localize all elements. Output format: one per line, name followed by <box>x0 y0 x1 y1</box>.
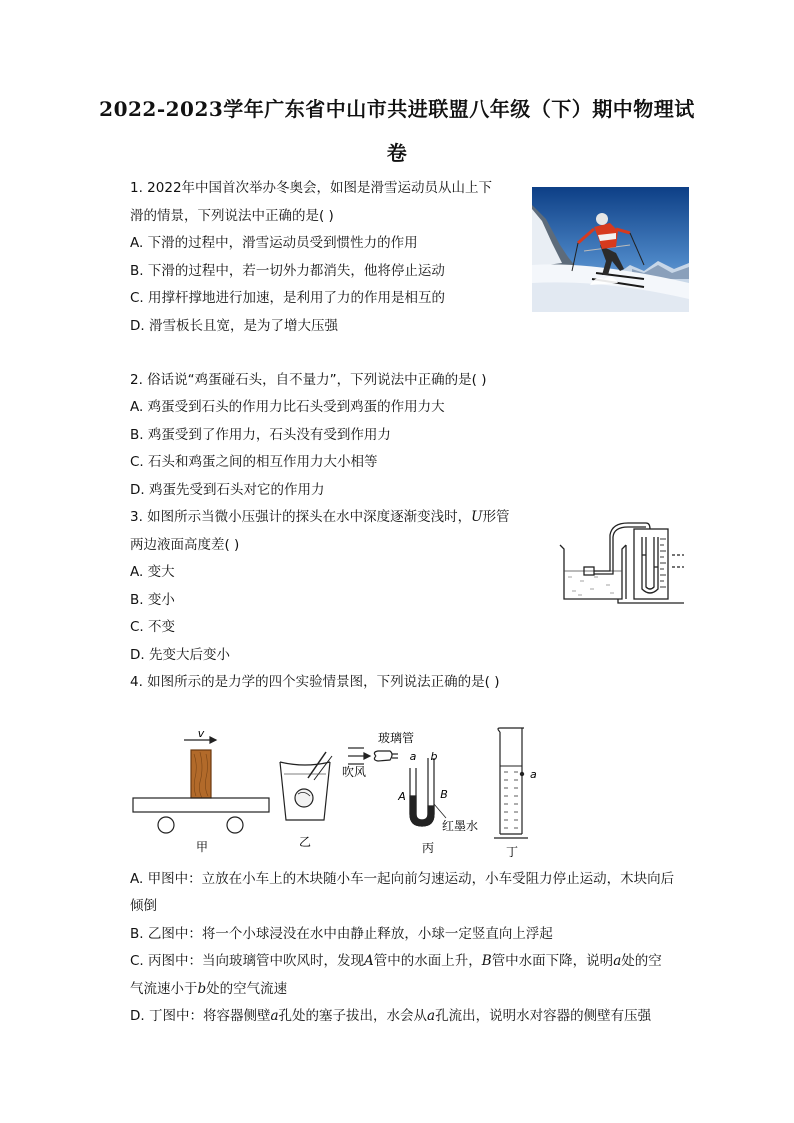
velocity-label: v <box>197 727 205 740</box>
tube-B-label: B <box>440 788 448 801</box>
q4-c-letter-b: b <box>197 981 207 997</box>
q4-d-text-3: 孔流出，说明水对容器的侧壁有压强 <box>435 1008 652 1024</box>
q3-stem-u-letter: U <box>471 509 483 525</box>
exam-title-line1: 2022-2023学年广东省中山市共进联盟八年级（下）期中物理试 <box>99 97 695 121</box>
q1-option-a: A. 下滑的过程中，滑雪运动员受到惯性力的作用 <box>130 235 418 251</box>
q2-option-d: D. 鸡蛋先受到石头对它的作用力 <box>130 482 325 498</box>
q1-option-d: D. 滑雪板长且宽，是为了增大压强 <box>130 318 338 334</box>
mechanics-experiments-figure <box>128 718 548 858</box>
q3-stem-line1 <box>130 507 510 527</box>
q3-option-a: A. 变大 <box>130 564 175 580</box>
figure-label-jia: 甲 <box>195 840 209 854</box>
q2-stem: 2. 俗话说“鸡蛋碰石头，自不量力”，下列说法中正确的是( ) <box>130 372 487 388</box>
q4-option-a-line2: 倾倒 <box>130 898 157 914</box>
q4-option-d <box>130 1006 651 1026</box>
figure-yi-beaker <box>280 752 332 820</box>
figure-label-bing: 丙 <box>421 841 435 855</box>
q4-stem: 4. 如图所示的是力学的四个实验情景图，下列说法正确的是( ) <box>130 674 500 690</box>
q4-c-text-5: 气流速小于 <box>130 981 198 997</box>
tube-b-label: b <box>430 750 438 763</box>
q2-option-a: A. 鸡蛋受到石头的作用力比石头受到鸡蛋的作用力大 <box>130 399 445 415</box>
cylinder-a-label: a <box>530 768 537 781</box>
tube-a-label: a <box>409 750 417 763</box>
q4-option-c-line2 <box>130 979 287 999</box>
q4-option-a-line1: A. 甲图中：立放在小车上的木块随小车一起向前匀速运动，小车受阻力停止运动，木块向后 <box>130 871 675 887</box>
pressure-gauge-figure <box>550 515 690 605</box>
q3-option-c: C. 不变 <box>130 619 176 635</box>
q1-option-b: B. 下滑的过程中，若一切外力都消失，他将停止运动 <box>130 263 445 279</box>
q4-c-letter-B: B <box>481 953 492 969</box>
q3-stem-text-1: 3. 如图所示当微小压强计的探头在水中深度逐渐变浅时， <box>130 509 472 525</box>
q4-d-letter-a1: a <box>270 1008 279 1024</box>
q4-d-text-1: D. 丁图中：将容器侧壁 <box>130 1008 271 1024</box>
q4-option-b: B. 乙图中：将一个小球浸没在水中由静止释放，小球一定竖直向上浮起 <box>130 926 553 942</box>
q3-option-b: B. 变小 <box>130 592 175 608</box>
figure-label-ding: 丁 <box>505 845 519 858</box>
tube-A-label: A <box>398 790 406 803</box>
q1-stem-line2: 滑的情景，下列说法中正确的是( ) <box>130 208 334 224</box>
q4-option-c-line1 <box>130 951 662 971</box>
q3-stem-line2: 两边液面高度差( ) <box>130 537 240 553</box>
exam-title-line2: 卷 <box>386 141 408 165</box>
skier-photo <box>532 187 689 312</box>
glass-tube-label: 玻璃管 <box>378 731 415 745</box>
q2-option-c: C. 石头和鸡蛋之间的相互作用力大小相等 <box>130 454 378 470</box>
q4-c-text-3: 管中水面下降，说明 <box>491 953 614 969</box>
q4-c-text-4: 处的空 <box>621 953 662 969</box>
q4-d-letter-a2: a <box>427 1008 436 1024</box>
q4-c-letter-A: A <box>364 953 374 969</box>
q4-d-text-2: 孔处的塞子拔出，水会从 <box>278 1008 428 1024</box>
blow-label: 吹风 <box>342 765 367 779</box>
red-ink-label: 红墨水 <box>442 819 479 833</box>
q4-c-text-2: 管中的水面上升， <box>373 953 482 969</box>
figure-jia-cart <box>133 737 269 833</box>
q4-c-text-1: C. 丙图中：当向玻璃管中吹风时，发现 <box>130 953 365 969</box>
q1-option-c: C. 用撑杆撑地进行加速，是利用了力的作用是相互的 <box>130 290 446 306</box>
figure-label-yi: 乙 <box>298 835 312 849</box>
q4-c-text-6: 处的空气流速 <box>206 981 288 997</box>
q1-stem-line1: 1. 2022年中国首次举办冬奥会，如图是滑雪运动员从山上下 <box>130 180 493 196</box>
q3-option-d: D. 先变大后变小 <box>130 647 230 663</box>
q4-c-letter-a: a <box>613 953 622 969</box>
q3-stem-text-2: 形管 <box>482 509 510 525</box>
figure-ding-cylinder <box>494 728 528 838</box>
q2-option-b: B. 鸡蛋受到了作用力，石头没有受到作用力 <box>130 427 391 443</box>
